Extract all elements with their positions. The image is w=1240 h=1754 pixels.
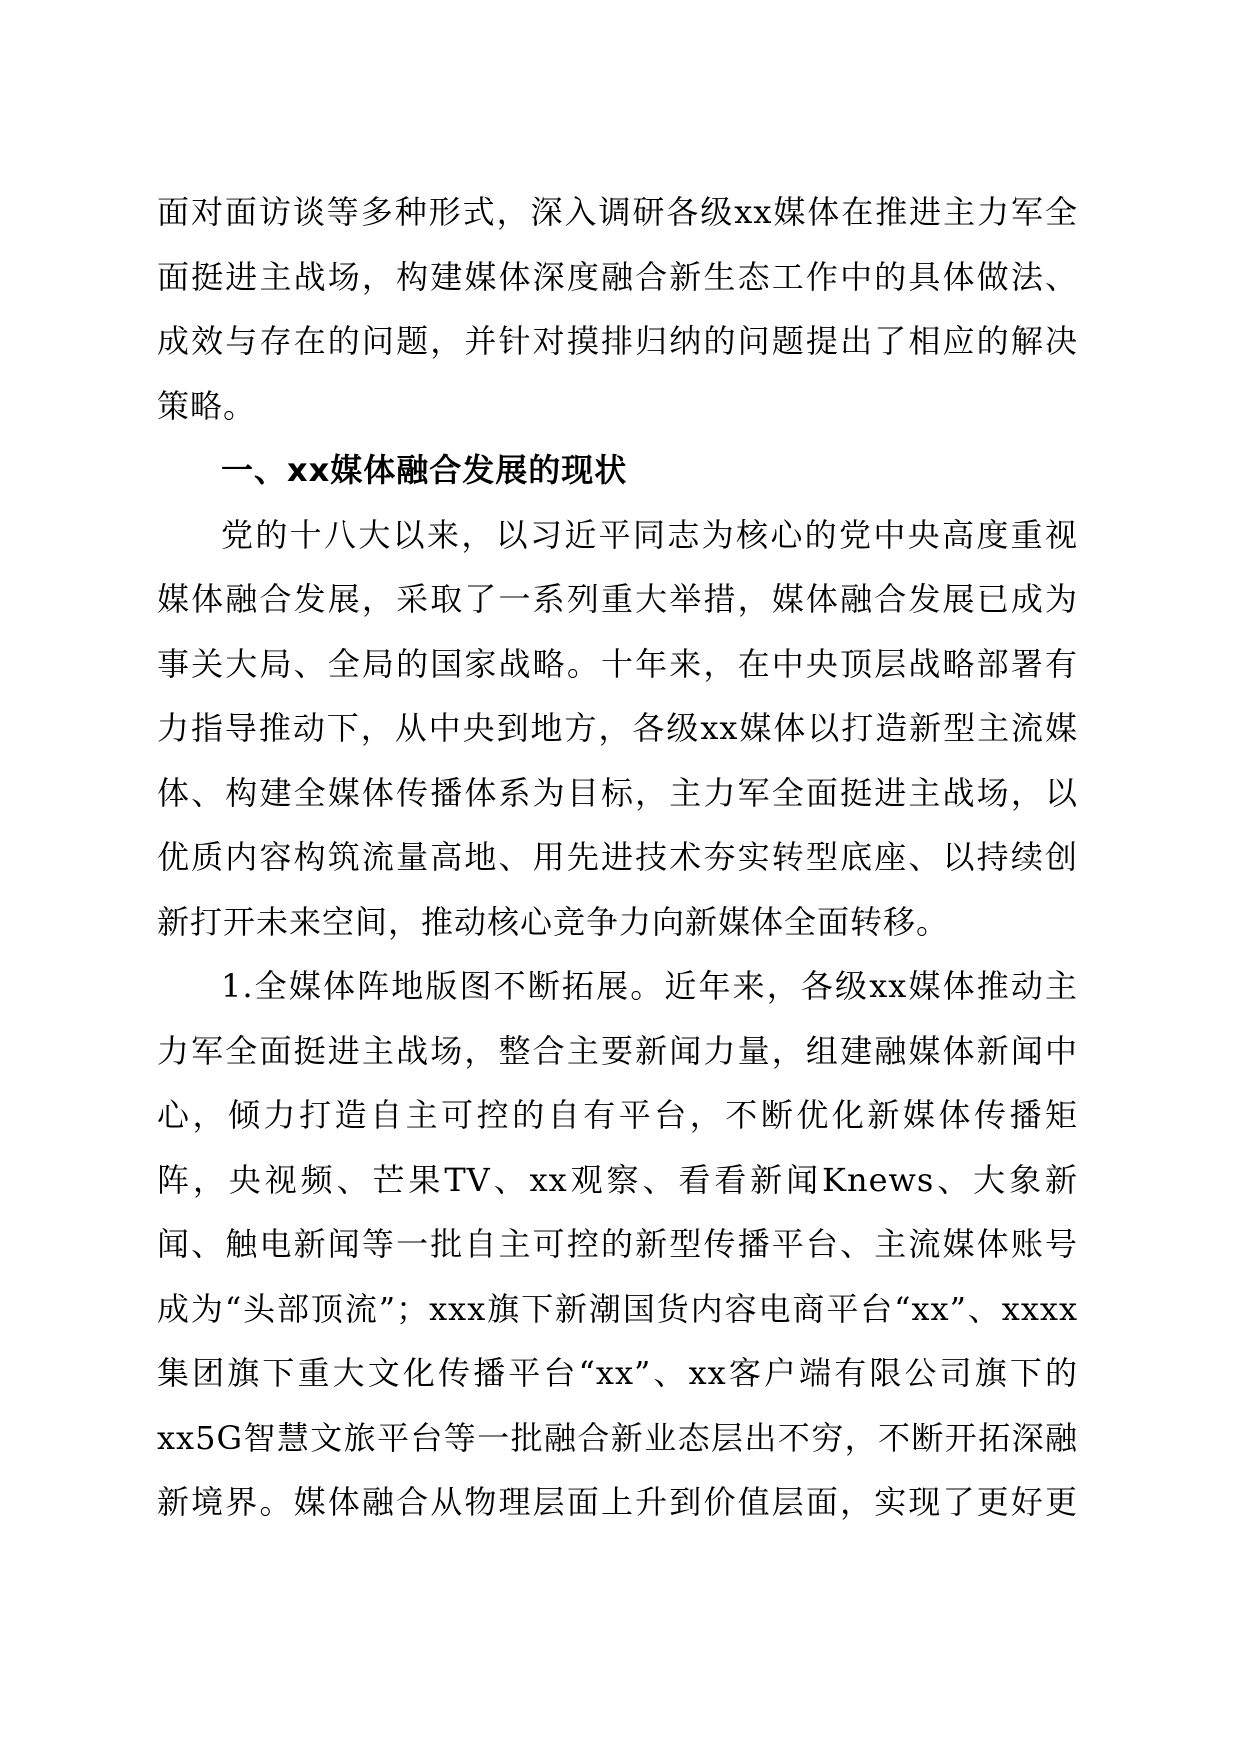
document-body xyxy=(157,180,1078,1535)
section-heading: 一、xx媒体融合发展的现状 xyxy=(221,451,628,489)
paragraph-point-1: 1.全媒体阵地版图不断拓展。近年来，各级xx媒体推动主力军全面挺进主战场，整合主要新闻力量，组建融媒体新闻中心，倾力打造自主可控的自有平台，不断优化新媒体传播矩阵，央视频、芒果TV、xx观察、看看新闻Knews、大象新闻、触电新闻等一批自主可控的新型传播平台、主流媒体账号成为“头部顶流”；xxx旗下新潮国货内容电商平台“xx”、xxxx集团旗下重大文化传播平台“xx”、xx客户端有限公司旗下的xx5G智慧文旅平台等一批融合新业态层出不穷，不断开拓深融新境界。媒体融合从物理层面上升到价值层面，实现了更好更 xyxy=(157,967,1078,1521)
paragraph-intro-continued: 面对面访谈等多种形式，深入调研各级xx媒体在推进主力军全面挺进主战场，构建媒体深度融合新生态工作中的具体做法、成效与存在的问题，并针对摸排归纳的问题提出了相应的解决策略。 xyxy=(157,193,1078,425)
paragraph-current-status: 党的十八大以来，以习近平同志为核心的党中央高度重视媒体融合发展，采取了一系列重大举措，媒体融合发展已成为事关大局、全局的国家战略。十年来，在中央顶层战略部署有力指导推动下，从中央到地方，各级xx媒体以打造新型主流媒体、构建全媒体传播体系为目标，主力军全面挺进主战场，以优质内容构筑流量高地、用先进技术夯实转型底座、以持续创新打开未来空间，推动核心竞争力向新媒体全面转移。 xyxy=(157,515,1078,941)
